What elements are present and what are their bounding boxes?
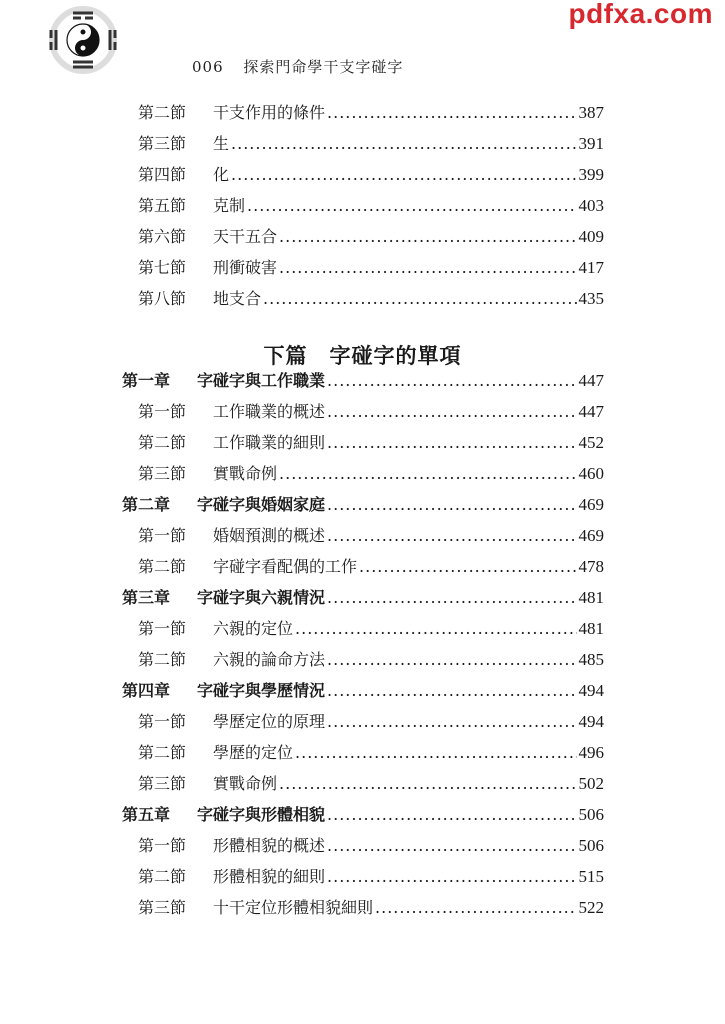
toc-section-entry[interactable] — [138, 617, 604, 641]
toc-section-entry[interactable] — [138, 163, 604, 187]
entry-label: 第二節 — [138, 103, 187, 122]
dot-leader — [231, 163, 576, 187]
entry-page-number: 387 — [578, 103, 604, 122]
entry-page-number: 469 — [578, 526, 604, 545]
dot-leader — [279, 256, 576, 280]
dot-leader — [327, 431, 576, 455]
entry-label: 第三節 — [138, 898, 187, 917]
toc-chapter-entry[interactable] — [122, 493, 604, 517]
entry-label: 第二節 — [138, 557, 187, 576]
entry-label: 第七節 — [138, 258, 187, 277]
dot-leader — [231, 132, 576, 156]
entry-title: 十干定位形體相貌細則 — [213, 898, 374, 917]
dot-leader — [247, 194, 576, 218]
dot-leader — [327, 101, 576, 125]
entry-label: 第三章 — [122, 588, 171, 607]
entry-title: 字碰字與六親情況 — [197, 588, 326, 607]
entry-page-number: 481 — [578, 588, 604, 607]
entry-page-number: 494 — [578, 712, 604, 731]
entry-title: 六親的論命方法 — [213, 650, 326, 669]
entry-page-number: 481 — [578, 619, 604, 638]
entry-page-number: 502 — [578, 774, 604, 793]
entry-page-number: 417 — [578, 258, 604, 277]
toc-chapter-entry[interactable] — [122, 679, 604, 703]
toc-chapter-entry[interactable] — [122, 586, 604, 610]
entry-page-number: 435 — [578, 289, 604, 308]
dot-leader — [327, 710, 576, 734]
entry-page-number: 409 — [578, 227, 604, 246]
dot-leader — [327, 648, 576, 672]
entry-title: 婚姻預測的概述 — [213, 526, 326, 545]
entry-title: 六親的定位 — [213, 619, 294, 638]
entry-page-number: 478 — [578, 557, 604, 576]
entry-title: 實戰命例 — [213, 774, 278, 793]
entry-page-number: 452 — [578, 433, 604, 452]
watermark: pdfxa.com — [568, 0, 713, 29]
entry-page-number: 522 — [578, 898, 604, 917]
entry-title: 學歷定位的原理 — [213, 712, 326, 731]
entry-label: 第二章 — [122, 495, 171, 514]
entry-page-number: 399 — [578, 165, 604, 184]
entry-label: 第一節 — [138, 526, 187, 545]
entry-label: 第四節 — [138, 165, 187, 184]
toc-section-entry[interactable] — [138, 101, 604, 125]
entry-title: 化 — [213, 165, 230, 184]
toc-section-entry[interactable] — [138, 648, 604, 672]
entry-title: 生 — [213, 134, 230, 153]
entry-label: 第一節 — [138, 712, 187, 731]
entry-title: 字碰字與學歷情況 — [197, 681, 326, 700]
entry-page-number: 447 — [578, 402, 604, 421]
dot-leader — [295, 617, 576, 641]
toc-section-entry[interactable] — [138, 555, 604, 579]
entry-title: 字碰字與形體相貌 — [197, 805, 326, 824]
dot-leader — [279, 462, 576, 486]
entry-label: 第三節 — [138, 134, 187, 153]
toc-chapter-entry[interactable] — [122, 803, 604, 827]
entry-label: 第五節 — [138, 196, 187, 215]
dot-leader — [327, 586, 576, 610]
yin-yang-bagua-logo — [40, 4, 126, 74]
dot-leader — [327, 803, 576, 827]
entry-label: 第三節 — [138, 774, 187, 793]
dot-leader — [279, 772, 576, 796]
entry-title: 工作職業的概述 — [213, 402, 326, 421]
entry-label: 第一節 — [138, 402, 187, 421]
entry-page-number: 494 — [578, 681, 604, 700]
dot-leader — [327, 865, 576, 889]
entry-title: 天干五合 — [213, 227, 278, 246]
header-page-number: 006 — [192, 58, 224, 76]
entry-label: 第二節 — [138, 743, 187, 762]
toc-chapter-entry[interactable] — [122, 369, 604, 393]
entry-title: 學歷的定位 — [213, 743, 294, 762]
entry-page-number: 447 — [578, 371, 604, 390]
toc-section-entry[interactable] — [138, 132, 604, 156]
entry-page-number: 506 — [578, 805, 604, 824]
entry-page-number: 485 — [578, 650, 604, 669]
dot-leader — [295, 741, 576, 765]
toc-section-entry[interactable] — [138, 834, 604, 858]
header-book-title: 探索門命學干支字碰字 — [243, 58, 404, 76]
entry-page-number: 506 — [578, 836, 604, 855]
toc-section-entry[interactable] — [138, 400, 604, 424]
entry-title: 克制 — [213, 196, 246, 215]
entry-page-number: 469 — [578, 495, 604, 514]
part-title: 下篇 字碰字的單項 — [263, 343, 462, 368]
dot-leader — [263, 287, 576, 311]
toc-section-entry[interactable] — [138, 772, 604, 796]
entry-title: 工作職業的細則 — [213, 433, 326, 452]
entry-page-number: 391 — [578, 134, 604, 153]
entry-label: 第四章 — [122, 681, 171, 700]
dot-leader — [279, 225, 576, 249]
toc-section-entry[interactable] — [138, 865, 604, 889]
entry-label: 第一章 — [122, 371, 171, 390]
toc-section-entry[interactable] — [138, 256, 604, 280]
entry-title: 形體相貌的細則 — [213, 867, 326, 886]
entry-label: 第二節 — [138, 650, 187, 669]
entry-label: 第五章 — [122, 805, 171, 824]
toc-section-entry[interactable] — [138, 710, 604, 734]
entry-title: 形體相貌的概述 — [213, 836, 326, 855]
entry-page-number: 403 — [578, 196, 604, 215]
toc-section-entry[interactable] — [138, 287, 604, 311]
entry-label: 第二節 — [138, 867, 187, 886]
dot-leader — [327, 834, 576, 858]
entry-label: 第八節 — [138, 289, 187, 308]
dot-leader — [375, 896, 576, 920]
entry-title: 實戰命例 — [213, 464, 278, 483]
entry-title: 字碰字與婚姻家庭 — [197, 495, 326, 514]
page-header — [192, 56, 403, 77]
dot-leader — [327, 524, 576, 548]
entry-title: 字碰字看配偶的工作 — [213, 557, 358, 576]
entry-title: 字碰字與工作職業 — [197, 371, 326, 390]
entry-page-number: 460 — [578, 464, 604, 483]
toc-section-entry[interactable] — [138, 741, 604, 765]
entry-label: 第三節 — [138, 464, 187, 483]
dot-leader — [359, 555, 576, 579]
dot-leader — [327, 369, 576, 393]
toc-section-entry[interactable] — [138, 225, 604, 249]
entry-label: 第一節 — [138, 619, 187, 638]
entry-title: 刑衝破害 — [213, 258, 278, 277]
toc-section-entry[interactable] — [138, 194, 604, 218]
entry-page-number: 515 — [578, 867, 604, 886]
toc-section-entry[interactable] — [138, 524, 604, 548]
yin-yang-icon — [40, 4, 126, 74]
toc-section-entry[interactable] — [138, 431, 604, 455]
toc-section-entry[interactable] — [138, 896, 604, 920]
entry-title: 地支合 — [213, 289, 262, 308]
dot-leader — [327, 679, 576, 703]
toc-section-entry[interactable] — [138, 462, 604, 486]
dot-leader — [327, 400, 576, 424]
entry-page-number: 496 — [578, 743, 604, 762]
entry-label: 第二節 — [138, 433, 187, 452]
entry-label: 第一節 — [138, 836, 187, 855]
entry-label: 第六節 — [138, 227, 187, 246]
entry-title: 干支作用的條件 — [213, 103, 326, 122]
dot-leader — [327, 493, 576, 517]
